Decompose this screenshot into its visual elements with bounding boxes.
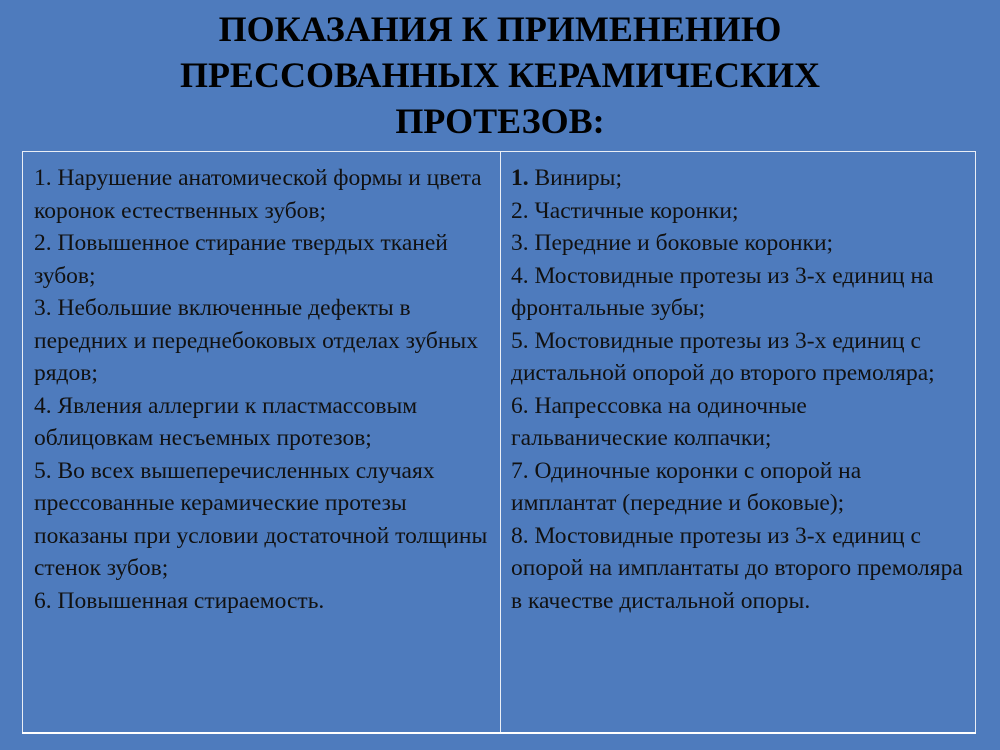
list-item: 3. Небольшие включенные дефекты в передних и переднебоковых отделах зубных рядов;: [34, 295, 478, 386]
title-line-2: ПРЕССОВАННЫХ КЕРАМИЧЕСКИХ: [179, 55, 821, 95]
list-item: 4. Явления аллергии к пластмассовым облицовкам несъемных протезов;: [34, 392, 418, 451]
list-item: 2. Повышенное стирание твердых тканей зубов;: [34, 230, 448, 289]
list-item: 7. Одиночные коронки с опорой на имплантат (передние и боковые);: [511, 457, 862, 516]
title-line-3: ПРОТЕЗОВ:: [395, 101, 605, 141]
left-column: [23, 152, 501, 733]
list-item-number: 1.: [511, 165, 529, 191]
list-item: 6. Повышенная стираемость.: [34, 587, 325, 614]
title-line-1: ПОКАЗАНИЯ К ПРИМЕНЕНИЮ: [218, 9, 782, 49]
list-item: 2. Частичные коронки;: [511, 197, 739, 224]
list-item: 5. Во всех вышеперечисленных случаях прессованные керамические протезы показаны при условии достаточной толщины стенок зубов;: [34, 457, 488, 581]
list-item: 3. Передние и боковые коронки;: [511, 230, 834, 256]
list-item: 5. Мостовидные протезы из 3-х единиц с дистальной опорой до второго премоляра;: [511, 327, 935, 386]
table-bottom-border: [22, 732, 976, 734]
indications-table: [22, 151, 976, 733]
list-item: 6. Напрессовка на одиночные гальванические колпачки;: [511, 392, 807, 451]
list-item: 4. Мостовидные протезы из 3-х единиц на фронтальные зубы;: [511, 262, 934, 321]
slide-title: [100, 6, 900, 144]
list-item-text: Виниры;: [528, 165, 622, 191]
list-item: 1. Нарушение анатомической формы и цвета коронок естественных зубов;: [34, 165, 482, 224]
list-item: [511, 162, 967, 195]
right-column: [501, 152, 975, 733]
list-item: 8. Мостовидные протезы из 3-х единиц с опорой на имплантаты до второго премоляра в качестве дистальной опоры.: [511, 522, 963, 614]
